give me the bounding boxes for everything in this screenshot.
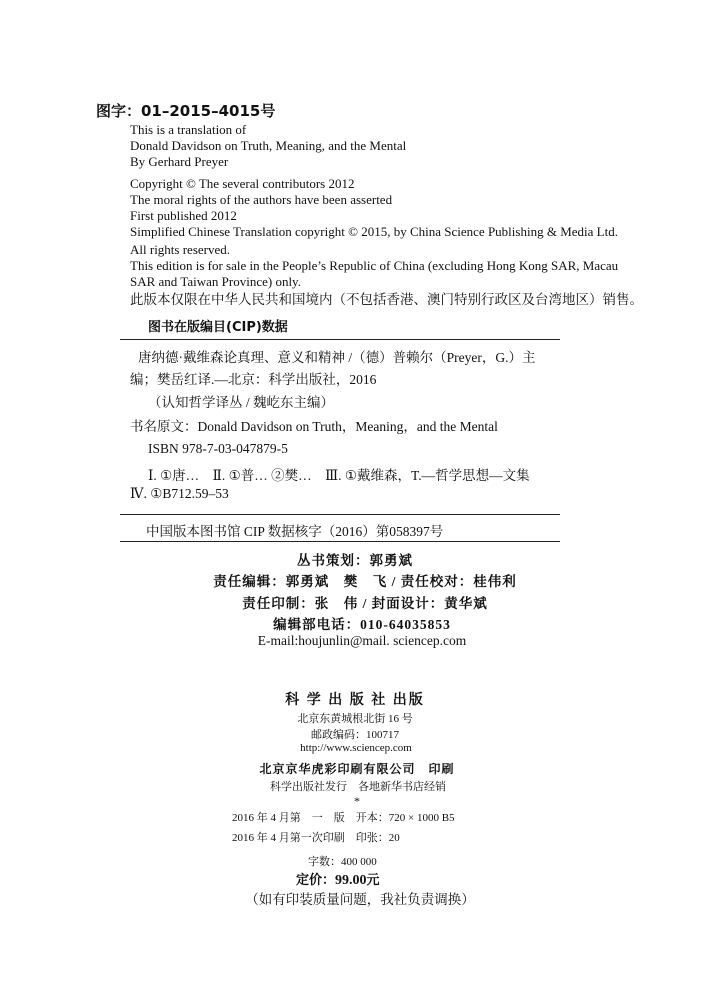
series-planner: 丛书策划：郭勇斌 (297, 553, 413, 568)
edition-info: 2016 年 4 月第 一 版 开本：720 × 1000 B5 (232, 812, 455, 824)
rights-line: This edition is for sale in the People’s Republic of China (excluding Hong Kong SAR, Macau (130, 258, 619, 273)
rights-line: SAR and Taiwan Province) only. (130, 274, 301, 289)
print-and-cover-credits: 责任印制：张 伟 / 封面设计：黄华斌 (242, 596, 488, 611)
rights-notice (130, 242, 618, 290)
cip-entry-line: 唐纳德·戴维森论真理、意义和精神 /（德）普赖尔（Preyer，G.）主 (138, 350, 536, 365)
cip-classification: Ⅳ. ①B712.59–53 (130, 486, 229, 501)
quality-notice: （如有印装质量问题，我社负责调换） (245, 892, 475, 907)
divider (120, 339, 560, 340)
publisher-name: 科 学 出 版 社 出版 (285, 693, 425, 708)
divider (120, 514, 560, 515)
price-label: 定价： (296, 872, 336, 887)
responsible-editors: 责任编辑：郭勇斌 樊 飞 / 责任校对：桂伟利 (213, 574, 517, 589)
price-value: 99.00 (335, 873, 367, 888)
copyright-line: First published 2012 (130, 208, 237, 223)
rights-line: All rights reserved. (130, 242, 231, 257)
translation-line: By Gerhard Preyer (130, 154, 229, 169)
editorial-phone: 编辑部电话：010-64035853 (273, 617, 451, 632)
divider (120, 541, 560, 542)
price (296, 869, 380, 889)
copyright-line: Simplified Chinese Translation copyright © 2015, by China Science Publishing & Media Ltd. (130, 224, 618, 239)
cip-subjects: Ⅰ. ①唐… Ⅱ. ①普… ②樊… Ⅲ. ①戴维森，T.—哲学思想—文集 (148, 468, 530, 483)
cip-isbn: ISBN 978-7-03-047879-5 (148, 441, 288, 456)
cip-heading: 图书在版编目(CIP)数据 (148, 320, 288, 335)
copyright-notice (130, 176, 618, 240)
distribution: 科学出版社发行 各地新华书店经销 (270, 781, 446, 793)
copyright-line: The moral rights of the authors have been asserted (130, 192, 393, 207)
cip-entry-line: 编；樊岳红译.—北京：科学出版社，2016 (130, 372, 377, 387)
word-count: 字数：400 000 (308, 856, 377, 868)
publisher-postcode: 邮政编码：100717 (311, 729, 399, 741)
cip-series: （认知哲学译丛 / 魏屹东主编） (148, 395, 335, 410)
cip-check-number: 中国版本图书馆 CIP 数据核字（2016）第058397号 (146, 524, 444, 539)
permit-number: 图字：01–2015–4015号 (96, 102, 276, 120)
editorial-email: E-mail:houjunlin@mail. sciencep.com (257, 633, 467, 648)
printing-info: 2016 年 4 月第一次印刷 印张：20 (232, 832, 400, 844)
translation-notice (130, 122, 406, 170)
cip-entry (130, 347, 562, 391)
translation-line: This is a translation of (130, 122, 247, 137)
separator-star: * (354, 794, 360, 808)
printer: 北京京华虎彩印刷有限公司 印刷 (259, 762, 455, 776)
translation-line: Donald Davidson on Truth, Meaning, and the Mental (130, 138, 407, 153)
publisher-url: http://www.sciencep.com (300, 742, 412, 754)
publisher-address: 北京东黄城根北街 16 号 (297, 713, 413, 725)
sale-notice-cn: 此版本仅限在中华人民共和国境内（不包括香港、澳门特别行政区及台湾地区）销售。 (130, 292, 643, 308)
copyright-line: Copyright © The several contributors 2012 (130, 176, 355, 191)
cip-original-title: 书名原文：Donald Davidson on Truth，Meaning，and the Mental (130, 419, 498, 434)
price-unit: 元 (366, 872, 380, 887)
